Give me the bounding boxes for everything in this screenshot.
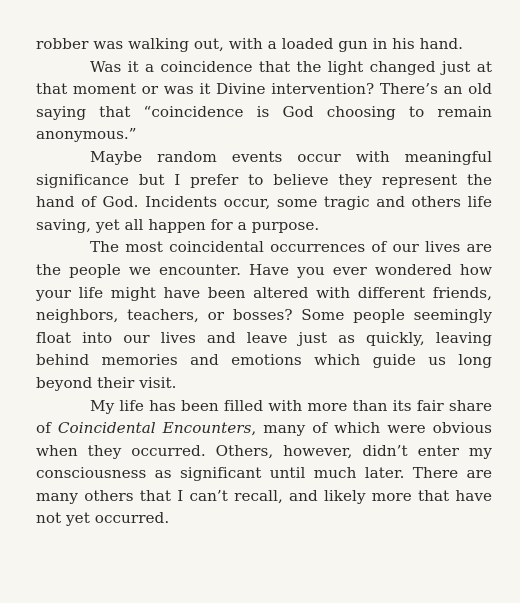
paragraph-my-life-start: My life has been filled with more than its fair share of (36, 396, 492, 438)
book-title-emphasis: Coincidental Encounters (57, 419, 252, 438)
paragraph-my-life-end: , many of which were obvious when they occurred. Others, however, didn’t enter my consciousness as significant until much later. There are many others that I can’t recall, and likely more that have not yet occurred. (36, 419, 493, 528)
paragraph-coincidence: Was it a coincidence that the light changed just at that moment or was it Divine intervention? There’s an old saying that “coincidence is God choosing to remain anonymous.” (36, 57, 492, 144)
paragraph-my-life (36, 395, 492, 531)
paragraph-people-we-encounter: The most coincidental occurrences of our lives are the people we encounter. Have you ever wondered how your life might have been altered with different friends, neighbors, teachers, or bosses? Some people seemingly float into our lives and leave just as quickly, leaving behind memories and emotions which guide us long beyond their visit. (36, 238, 492, 392)
paragraph-random-events: Maybe random events occur with meaningful significance but I prefer to believe they represent the hand of God. Incidents occur, some tragic and others life saving, yet all happen for a purpose. (36, 147, 492, 234)
paragraph-robber: robber was walking out, with a loaded gun in his hand. (36, 35, 464, 53)
